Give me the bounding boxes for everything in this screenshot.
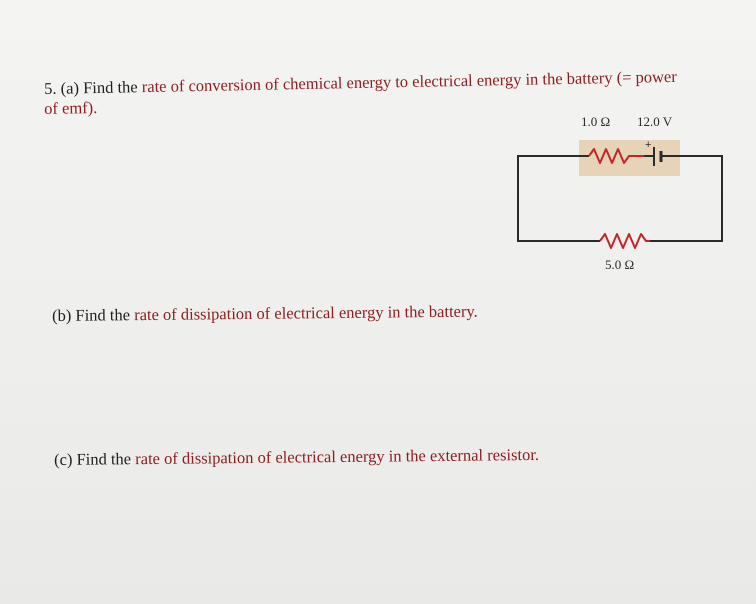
circuit-diagram <box>510 135 730 250</box>
question-5c-prefix: (c) Find the <box>54 449 136 469</box>
question-5b-highlight: rate of dissipation of electrical energy in the battery. <box>134 301 478 325</box>
question-5a-highlight-continued: of emf). <box>44 97 98 118</box>
question-5b <box>52 302 478 326</box>
question-5a-prefix: 5. (a) Find the <box>44 77 142 98</box>
emf-label: 12.0 V <box>637 114 673 129</box>
question-5b-prefix: (b) Find the <box>52 305 135 325</box>
question-5a-line-2 <box>44 98 98 119</box>
question-5c <box>54 445 539 470</box>
battery-plus-sign: + <box>645 139 652 151</box>
battery-highlight-box <box>579 140 680 176</box>
external-resistance-label: 5.0 Ω <box>605 257 635 272</box>
internal-resistance-label: 1.0 Ω <box>581 114 611 129</box>
question-5a-line-1 <box>44 67 677 99</box>
question-5c-highlight: rate of dissipation of electrical energy in the external resistor. <box>135 444 540 469</box>
question-5a-highlight: rate of conversion of chemical energy to electrical energy in the battery (= power <box>141 66 677 97</box>
external-resistor-zigzag <box>600 234 650 248</box>
